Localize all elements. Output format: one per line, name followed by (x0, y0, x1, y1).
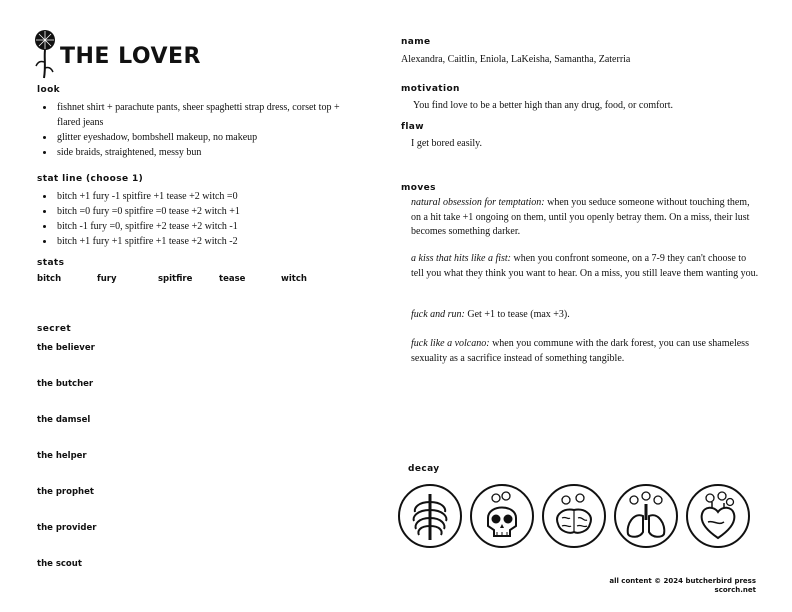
decay-slot[interactable] (542, 484, 606, 548)
stat-bitch: bitch (37, 274, 62, 284)
secret-provider: the provider (37, 523, 97, 533)
list-item: • bitch =0 fury =0 spitfire =0 tease +2 witch +1 (55, 204, 365, 219)
look-list (37, 100, 365, 160)
name-value: Alexandra, Caitlin, Eniola, LaKeisha, Samantha, Zaterria (401, 54, 631, 65)
move-name: fuck like a volcano: (411, 338, 490, 349)
secret-scout: the scout (37, 559, 82, 569)
list-item: • bitch +1 fury +1 spitfire +1 tease +2 witch -2 (55, 234, 365, 249)
move-kiss-like-fist (411, 252, 761, 281)
stat-spitfire: spitfire (158, 274, 193, 284)
list-item: • bitch -1 fury =0, spitfire +2 tease +2 witch -1 (55, 219, 365, 234)
motivation-value: You find love to be a better high than any drug, food, or comfort. (413, 100, 674, 111)
decay-slot[interactable] (686, 484, 750, 548)
footer (609, 577, 756, 595)
flaw-header: flaw (401, 122, 424, 132)
dandelion-icon (33, 28, 57, 80)
stat-line-header: stat line (choose 1) (37, 174, 144, 184)
move-name: natural obsession for temptation: (411, 197, 545, 208)
name-header: name (401, 37, 431, 47)
move-natural-obsession (411, 196, 761, 240)
secret-believer: the believer (37, 343, 95, 353)
list-item: • side braids, straightened, messy bun (55, 145, 365, 160)
brain-icon (544, 486, 604, 546)
list-item: • bitch +1 fury -1 spitfire +1 tease +2 witch =0 (55, 189, 365, 204)
stat-fury: fury (97, 274, 117, 284)
stat-witch: witch (281, 274, 307, 284)
look-header: look (37, 85, 61, 95)
site-text: scorch.net (714, 586, 756, 594)
secret-butcher: the butcher (37, 379, 94, 389)
page-title: THE LOVER (60, 44, 201, 69)
stats-header: stats (37, 258, 65, 268)
motivation-header: motivation (401, 84, 460, 94)
secret-helper: the helper (37, 451, 87, 461)
flaw-value: I get bored easily. (411, 138, 482, 149)
list-item: • fishnet shirt + parachute pants, sheer spaghetti strap dress, corset top + flared jeans (55, 100, 365, 130)
moves-header: moves (401, 183, 436, 193)
move-text: when you confront someone, on a 7-9 they can't choose to tell you what they think you want to hear. On a miss, you still leave them wanting you. (411, 253, 759, 279)
copyright-text: all content © 2024 butcherbird press (609, 577, 756, 585)
stat-line-list (37, 189, 365, 249)
move-name: fuck and run: (411, 309, 465, 320)
decay-header: decay (408, 464, 440, 474)
heart-icon (688, 486, 748, 546)
move-fuck-and-run (411, 308, 761, 323)
decay-slot[interactable] (614, 484, 678, 548)
move-fuck-like-volcano (411, 337, 761, 366)
move-name: a kiss that hits like a fist: (411, 253, 511, 264)
move-text: when you commune with the dark forest, you can use shameless sexuality as a sacrifice instead of something tangible. (411, 338, 749, 364)
decay-slot[interactable] (398, 484, 462, 548)
lungs-icon (616, 486, 676, 546)
stat-tease: tease (219, 274, 246, 284)
secret-prophet: the prophet (37, 487, 94, 497)
secret-damsel: the damsel (37, 415, 91, 425)
decay-track (398, 484, 758, 548)
skull-icon (472, 486, 532, 546)
secret-header: secret (37, 324, 72, 334)
move-text: when you seduce someone without touching them, on a hit take +1 ongoing on them, until you openly betray them. On a miss, their lust becomes something darker. (411, 197, 750, 237)
decay-slot[interactable] (470, 484, 534, 548)
list-item: • glitter eyeshadow, bombshell makeup, no makeup (55, 130, 365, 145)
ribcage-icon (400, 486, 460, 546)
move-text: Get +1 to tease (max +3). (464, 309, 570, 320)
